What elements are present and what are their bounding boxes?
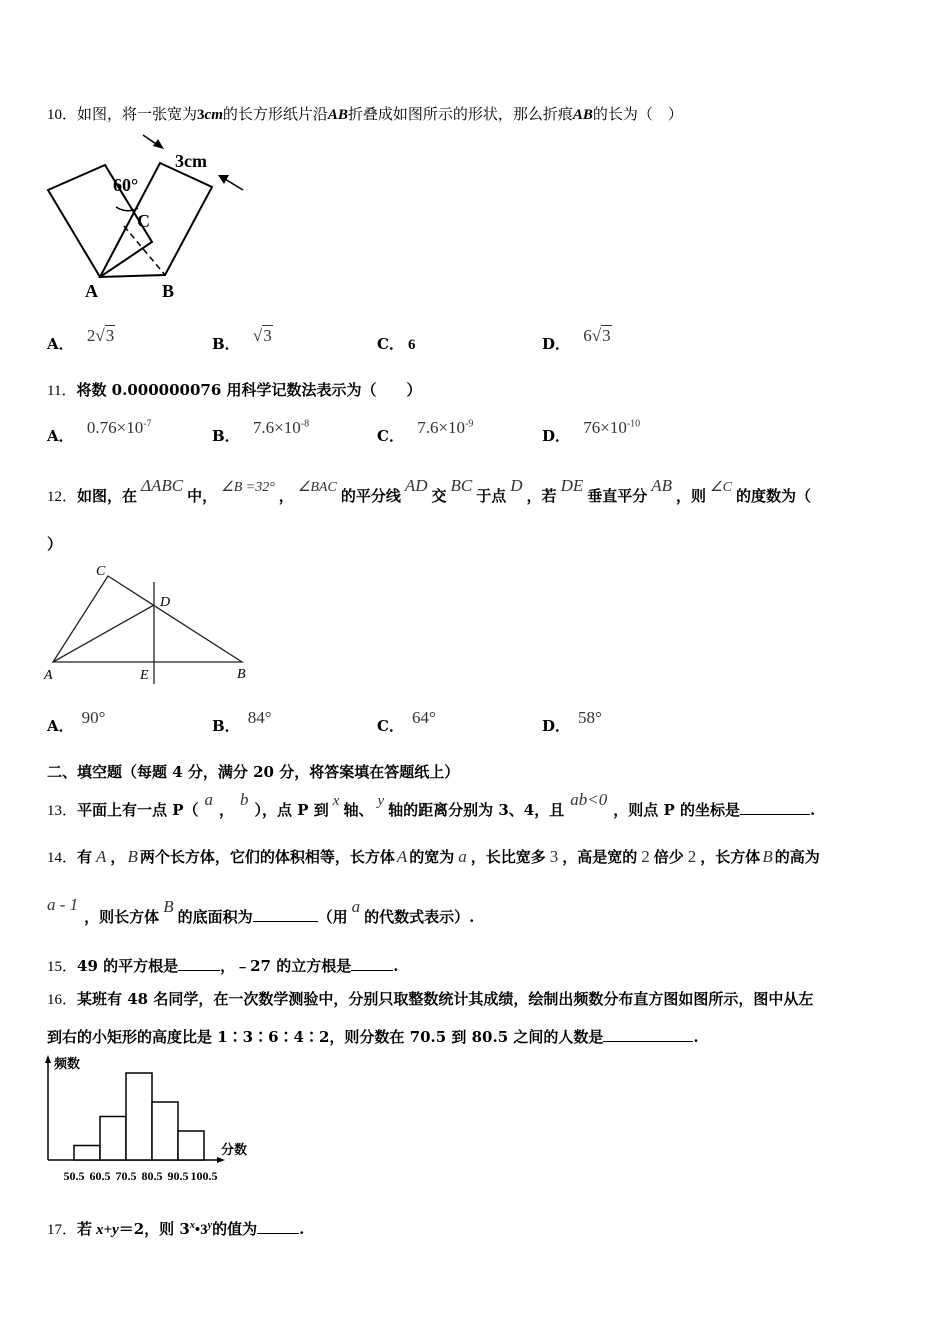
- q10-ab-1: AB: [327, 107, 348, 123]
- section-2-heading: 二、填空题（每题 4 分，满分 20 分，将答案填在答题纸上）: [47, 763, 460, 781]
- q10-unit: cm: [204, 107, 223, 123]
- q12-math-angle-bac: ∠BAC: [297, 480, 337, 495]
- q10-fig-b: B: [162, 281, 175, 301]
- histogram-y-arrow: [45, 1055, 51, 1063]
- q17-text-2: ＝2，则 3: [118, 1220, 190, 1238]
- q10-arrowhead-right: [218, 175, 229, 184]
- q10-fold-line: [124, 226, 165, 275]
- q12-option-a-letter: A．: [47, 717, 74, 735]
- histogram-tick-label: 90.5: [167, 1169, 189, 1183]
- q10-option-b[interactable]: [212, 326, 273, 354]
- q14-two-1: 2: [641, 847, 650, 866]
- q13-text-1: 平面上有一点 P（: [77, 801, 199, 819]
- q14-text-1: 有: [77, 848, 93, 866]
- q10-fig-angle: 60°: [113, 175, 139, 195]
- q10-option-a-value: 2√3: [86, 326, 115, 345]
- q14-text-6: 倍少: [653, 848, 684, 866]
- q10-number: 10．: [47, 107, 78, 123]
- q12-option-d-letter: D．: [542, 717, 571, 735]
- q17-end: .: [299, 1220, 305, 1238]
- q14-var-a-upper-2: A: [396, 847, 408, 866]
- q10-option-c-letter: C．: [377, 335, 404, 353]
- q14-text-8: 的高为: [774, 848, 820, 866]
- q12-fig-b: B: [237, 667, 246, 682]
- q13-text-3: 轴、: [343, 801, 374, 819]
- q10-text-4: 的长为（ ）: [592, 105, 683, 123]
- q13-stem: [47, 790, 816, 820]
- q10-fig-c: C: [137, 211, 150, 231]
- q11-option-d-value: $76\times 10^{-10}$: [583, 418, 641, 437]
- q12-text-3: ，: [278, 487, 294, 505]
- q14-var-b-upper-3: B: [163, 897, 174, 916]
- q14-three: 3: [549, 847, 559, 866]
- q12-option-a-value: 90°: [81, 708, 106, 727]
- q13-text-5: ，则点 P 的坐标是: [613, 801, 740, 819]
- q14-number: 14．: [47, 850, 78, 866]
- q13-answer-blank[interactable]: [740, 814, 810, 815]
- q12-triangle: [53, 576, 242, 662]
- q13-condition: ab<0: [570, 790, 608, 809]
- q13-var-b: b: [240, 790, 249, 809]
- q10-figure: [40, 130, 255, 305]
- q14-var-b-upper-2: B: [762, 847, 773, 866]
- histogram-tick-label: 100.5: [190, 1169, 218, 1183]
- q10-option-a-letter: A．: [47, 335, 74, 353]
- q12-stem: [47, 476, 811, 506]
- histogram-bar-1: [74, 1146, 100, 1161]
- q12-option-b[interactable]: [212, 708, 272, 736]
- q17-number: 17．: [47, 1222, 78, 1238]
- q12-text-4: 的平分线: [340, 487, 401, 505]
- q13-text-4: 轴的距离分别为 3、4，且: [388, 801, 565, 819]
- q14-text-12: 的代数式表示）.: [364, 908, 475, 926]
- q17-exp-y: y: [207, 1220, 213, 1231]
- q14-stem-line2: [47, 895, 475, 927]
- q10-text-1: 如图，将一张宽为: [77, 105, 198, 123]
- q14-text-10: 的底面积为: [177, 908, 253, 926]
- q15-answer-blank-2[interactable]: [351, 970, 393, 971]
- q16-answer-blank[interactable]: [603, 1041, 693, 1042]
- q17-stem: [47, 1218, 304, 1239]
- q12-figure: [40, 560, 255, 690]
- q12-stem-close: [47, 533, 62, 554]
- q10-ab-2: AB: [572, 107, 593, 123]
- q13-comma: ，: [219, 801, 235, 819]
- q12-math-angle-b: ∠B =32°: [221, 480, 275, 495]
- histogram-tick-label: 60.5: [89, 1169, 111, 1183]
- q12-math-de: DE: [560, 476, 584, 495]
- q13-end: .: [809, 801, 816, 819]
- q11-option-b-letter: B．: [212, 427, 240, 445]
- q17-answer-blank[interactable]: [257, 1233, 299, 1234]
- q14-text-7: ，长方体: [700, 848, 761, 866]
- q12-option-b-value: 84°: [247, 708, 272, 727]
- q16-text-2: 到右的小矩形的高度比是 1∶3∶6∶4∶2，则分数在 70.5 到 80.5 之间的人数是: [47, 1028, 604, 1046]
- q11-option-c-value: $7.6\times 10^{-9}$: [417, 418, 474, 437]
- q14-text-3: 的宽为: [409, 848, 455, 866]
- q10-option-c[interactable]: [377, 333, 415, 354]
- q17-exp-x: x: [189, 1220, 195, 1231]
- q10-fig-width: 3cm: [175, 151, 207, 171]
- q16-number: 16．: [47, 992, 78, 1008]
- q12-text-10: 的度数为（: [735, 487, 811, 505]
- q10-option-a[interactable]: [47, 326, 115, 354]
- q12-math-bc: BC: [450, 476, 473, 495]
- q17-text-3: 的值为: [212, 1220, 258, 1238]
- q12-fig-c: C: [96, 564, 106, 579]
- q17-dot: •3: [194, 1222, 208, 1238]
- q16-histogram: [40, 1052, 260, 1187]
- q14-text-11: （用: [317, 908, 348, 926]
- q12-math-ad: AD: [404, 476, 428, 495]
- q11-option-d[interactable]: [542, 418, 641, 446]
- q12-option-c[interactable]: [377, 708, 436, 736]
- q12-text-1: 如图，在: [77, 487, 138, 505]
- q16-stem-line1: [47, 988, 813, 1009]
- q12-option-c-letter: C．: [377, 717, 404, 735]
- q10-option-d[interactable]: [542, 326, 612, 354]
- q14-answer-blank[interactable]: [253, 921, 318, 922]
- q14-var-a-2: a: [351, 897, 361, 916]
- q15-end: .: [393, 957, 399, 975]
- q11-text: 将数 0.000000076 用科学记数法表示为（ ）: [76, 381, 422, 399]
- q10-text-3: 折叠成如图所示的形状，那么折痕: [347, 105, 573, 123]
- q12-fig-d: D: [160, 595, 171, 610]
- q12-option-d-value: 58°: [578, 708, 602, 727]
- q10-text-2: 的长方形纸片沿: [222, 105, 328, 123]
- histogram-bar-4: [152, 1102, 178, 1160]
- histogram-bar-5: [178, 1131, 204, 1160]
- histogram-bar-2: [100, 1117, 126, 1161]
- histogram-bar-3: [126, 1073, 152, 1160]
- q14-text-9: ，则长方体: [84, 908, 160, 926]
- q12-bisector-ad: [53, 605, 154, 662]
- histogram-tick-label: 50.5: [63, 1169, 85, 1183]
- q13-text-2: ），点 P 到: [254, 801, 329, 819]
- q12-option-a[interactable]: [47, 708, 106, 736]
- q10-arrowhead-left: [153, 139, 164, 149]
- q14-var-a: a: [458, 847, 467, 866]
- q16-stem-line2: [47, 1026, 699, 1047]
- histogram-x-arrow: [217, 1157, 225, 1163]
- q17-text-1: 若: [77, 1220, 93, 1238]
- q17-condition: x+y: [96, 1222, 119, 1238]
- q14-two-2: 2: [687, 847, 697, 866]
- q11-option-a-letter: A．: [47, 427, 74, 445]
- histogram-x-label: 分数: [221, 1142, 248, 1157]
- q11-stem: [47, 379, 422, 400]
- q10-stem: [47, 103, 683, 124]
- q16-text-1: 某班有 48 名同学，在一次数学测验中，分别只取整数统计其成绩，绘制出频数分布直方图如图所示，图中从左: [77, 990, 814, 1008]
- q12-text-11: ）: [47, 535, 63, 553]
- q13-var-x: x: [332, 793, 340, 809]
- q11-option-b[interactable]: [212, 418, 310, 446]
- q13-number: 13．: [47, 803, 78, 819]
- q12-math-triangle: ΔABC: [141, 476, 184, 495]
- q14-var-a-upper-1: A: [96, 847, 107, 866]
- q15-answer-blank-1[interactable]: [178, 970, 220, 971]
- q10-width: 3: [197, 107, 205, 123]
- q15-stem: [47, 955, 398, 976]
- q13-var-a: a: [204, 790, 214, 809]
- q11-option-a-value: $0.76\times 10^{-7}$: [86, 418, 152, 437]
- q12-option-d[interactable]: [542, 708, 602, 736]
- q12-math-angle-c: ∠C: [710, 480, 732, 495]
- q12-fig-a: A: [44, 668, 53, 683]
- q11-option-c[interactable]: [377, 418, 474, 446]
- q12-option-c-value: 64°: [411, 708, 436, 727]
- q14-text-4: ，长比宽多: [470, 848, 546, 866]
- histogram-y-label: 频数: [54, 1056, 81, 1071]
- q13-var-y: y: [377, 793, 385, 809]
- q10-option-d-letter: D．: [542, 335, 571, 353]
- q12-option-b-letter: B．: [212, 717, 240, 735]
- q12-text-5: 交: [431, 487, 447, 505]
- q11-option-a[interactable]: [47, 418, 152, 446]
- q11-option-c-letter: C．: [377, 427, 404, 445]
- q12-text-2: 中，: [187, 487, 218, 505]
- histogram-tick-label: 80.5: [141, 1169, 163, 1183]
- q14-expression: a - 1: [47, 895, 79, 914]
- q14-text-2: 两个长方体，它们的体积相等，长方体: [139, 848, 395, 866]
- q11-option-b-value: $7.6\times 10^{-8}$: [252, 418, 310, 437]
- q14-stem-line1: [47, 846, 820, 867]
- q10-option-d-value: 6√3: [583, 326, 611, 345]
- q11-number: 11．: [47, 383, 77, 399]
- q15-text-1: 49 的平方根是: [77, 957, 179, 975]
- q12-fig-e: E: [140, 668, 149, 683]
- q12-text-7: ，若: [526, 487, 557, 505]
- q12-number: 12．: [47, 489, 78, 505]
- q11-option-d-letter: D．: [542, 427, 571, 445]
- q10-option-c-value: 6: [407, 337, 416, 353]
- q12-math-ab: AB: [651, 476, 673, 495]
- q15-number: 15．: [47, 959, 78, 975]
- histogram-tick-label: 70.5: [115, 1169, 137, 1183]
- q14-var-b-upper-1: B: [127, 847, 138, 866]
- q12-text-6: 于点: [476, 487, 507, 505]
- q12-text-9: ，则: [676, 487, 707, 505]
- q10-option-b-letter: B．: [212, 335, 240, 353]
- q12-math-d: D: [510, 476, 523, 495]
- q10-option-b-value: √3: [252, 326, 272, 345]
- q16-end: .: [693, 1028, 699, 1046]
- q14-text-5: ，高是宽的: [562, 848, 638, 866]
- q10-fig-a: A: [85, 281, 98, 301]
- q15-text-2: ，﹣27 的立方根是: [220, 957, 352, 975]
- q14-sep: ，: [110, 848, 126, 866]
- q12-text-8: 垂直平分: [587, 487, 648, 505]
